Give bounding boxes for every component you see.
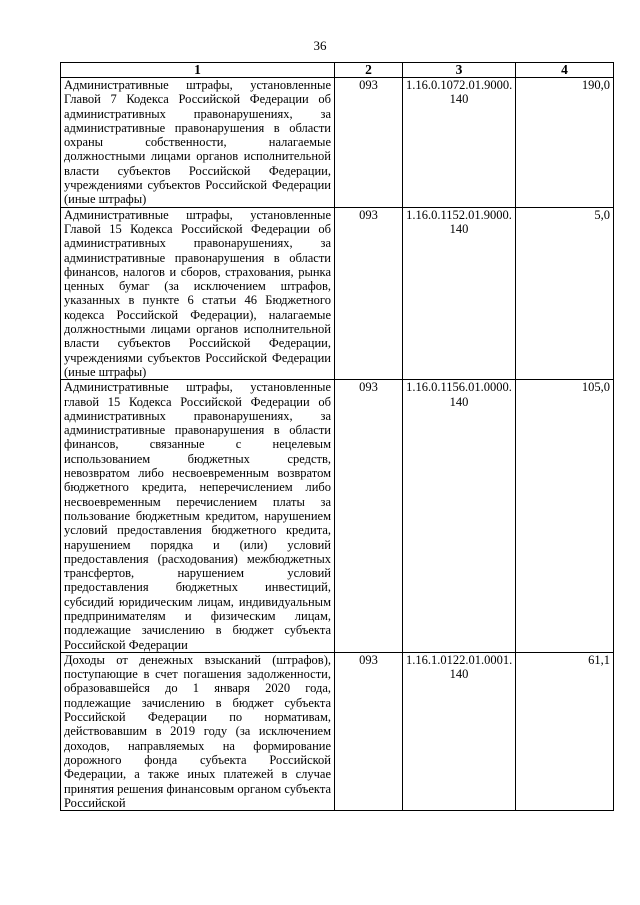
table-row — [61, 207, 614, 380]
revenue-description: Доходы от денежных взысканий (штрафов), поступающие в счет погашения задолженности, образовавшейся до 1 января 2020 года, подлежащие зачислению в бюджет субъекта Российской Федерации по нормативам, действовавшим в 2019 году (за исключением доходов, направляемых на формирование дорожного фонда субъекта Российской Федерации, а также иных платежей в случае принятия решения финансовым органом субъекта Российской — [61, 652, 335, 810]
budget-classification-code: 1.16.0.1152.01.9000. 140 — [403, 207, 516, 380]
column-header-1: 1 — [61, 63, 335, 78]
revenue-description: Административные штрафы, установленные главой 15 Кодекса Российской Федерации об административных правонарушениях, за административные правонарушения в области финансов, связанные с нецелевым использованием бюджетных средств, невозвратом либо несвоевременным возвратом бюджетного кредита, неперечислением либо несвоевременным перечислением платы за пользование бюджетным кредитом, нарушением условий предоставления бюджетного кредита, нарушением порядка и (или) условий предоставления (расходования) межбюджетных трансфертов, нарушением условий предоставления бюджетных инвестиций, субсидий юридическим лицам, индивидуальным предпринимателям и физическим лицам, подлежащие зачислению в бюджет субъекта Российской Федерации — [61, 380, 335, 653]
amount-value: 105,0 — [516, 380, 614, 653]
admin-code: 093 — [335, 380, 403, 653]
amount-value: 190,0 — [516, 78, 614, 208]
column-header-3: 3 — [403, 63, 516, 78]
table-row — [61, 652, 614, 810]
budget-classification-code: 1.16.0.1156.01.0000. 140 — [403, 380, 516, 653]
amount-value: 61,1 — [516, 652, 614, 810]
header-row — [61, 63, 614, 78]
admin-code: 093 — [335, 207, 403, 380]
revenue-description: Административные штрафы, установленные Главой 7 Кодекса Российской Федерации об административных правонарушениях, за административные правонарушения в области охраны собственности, налагаемые должностными лицами органов исполнительной власти субъектов Российской Федерации, учреждениями субъектов Российской Федерации (иные штрафы) — [61, 78, 335, 208]
revenue-table — [60, 62, 614, 811]
table-row — [61, 78, 614, 208]
amount-value: 5,0 — [516, 207, 614, 380]
admin-code: 093 — [335, 78, 403, 208]
column-header-4: 4 — [516, 63, 614, 78]
budget-classification-code: 1.16.0.1072.01.9000. 140 — [403, 78, 516, 208]
admin-code: 093 — [335, 652, 403, 810]
budget-classification-code: 1.16.1.0122.01.0001. 140 — [403, 652, 516, 810]
revenue-description: Административные штрафы, установленные Главой 15 Кодекса Российской Федерации об административных правонарушениях, за административные правонарушения в области финансов, налогов и сборов, страхования, рынка ценных бумаг (за исключением штрафов, указанных в пункте 6 статьи 46 Бюджетного кодекса Российской Федерации), налагаемые должностными лицами органов исполнительной власти субъектов Российской Федерации, учреждениями субъектов Российской Федерации (иные штрафы) — [61, 207, 335, 380]
column-header-2: 2 — [335, 63, 403, 78]
table-row — [61, 380, 614, 653]
page-number: 36 — [313, 38, 327, 53]
